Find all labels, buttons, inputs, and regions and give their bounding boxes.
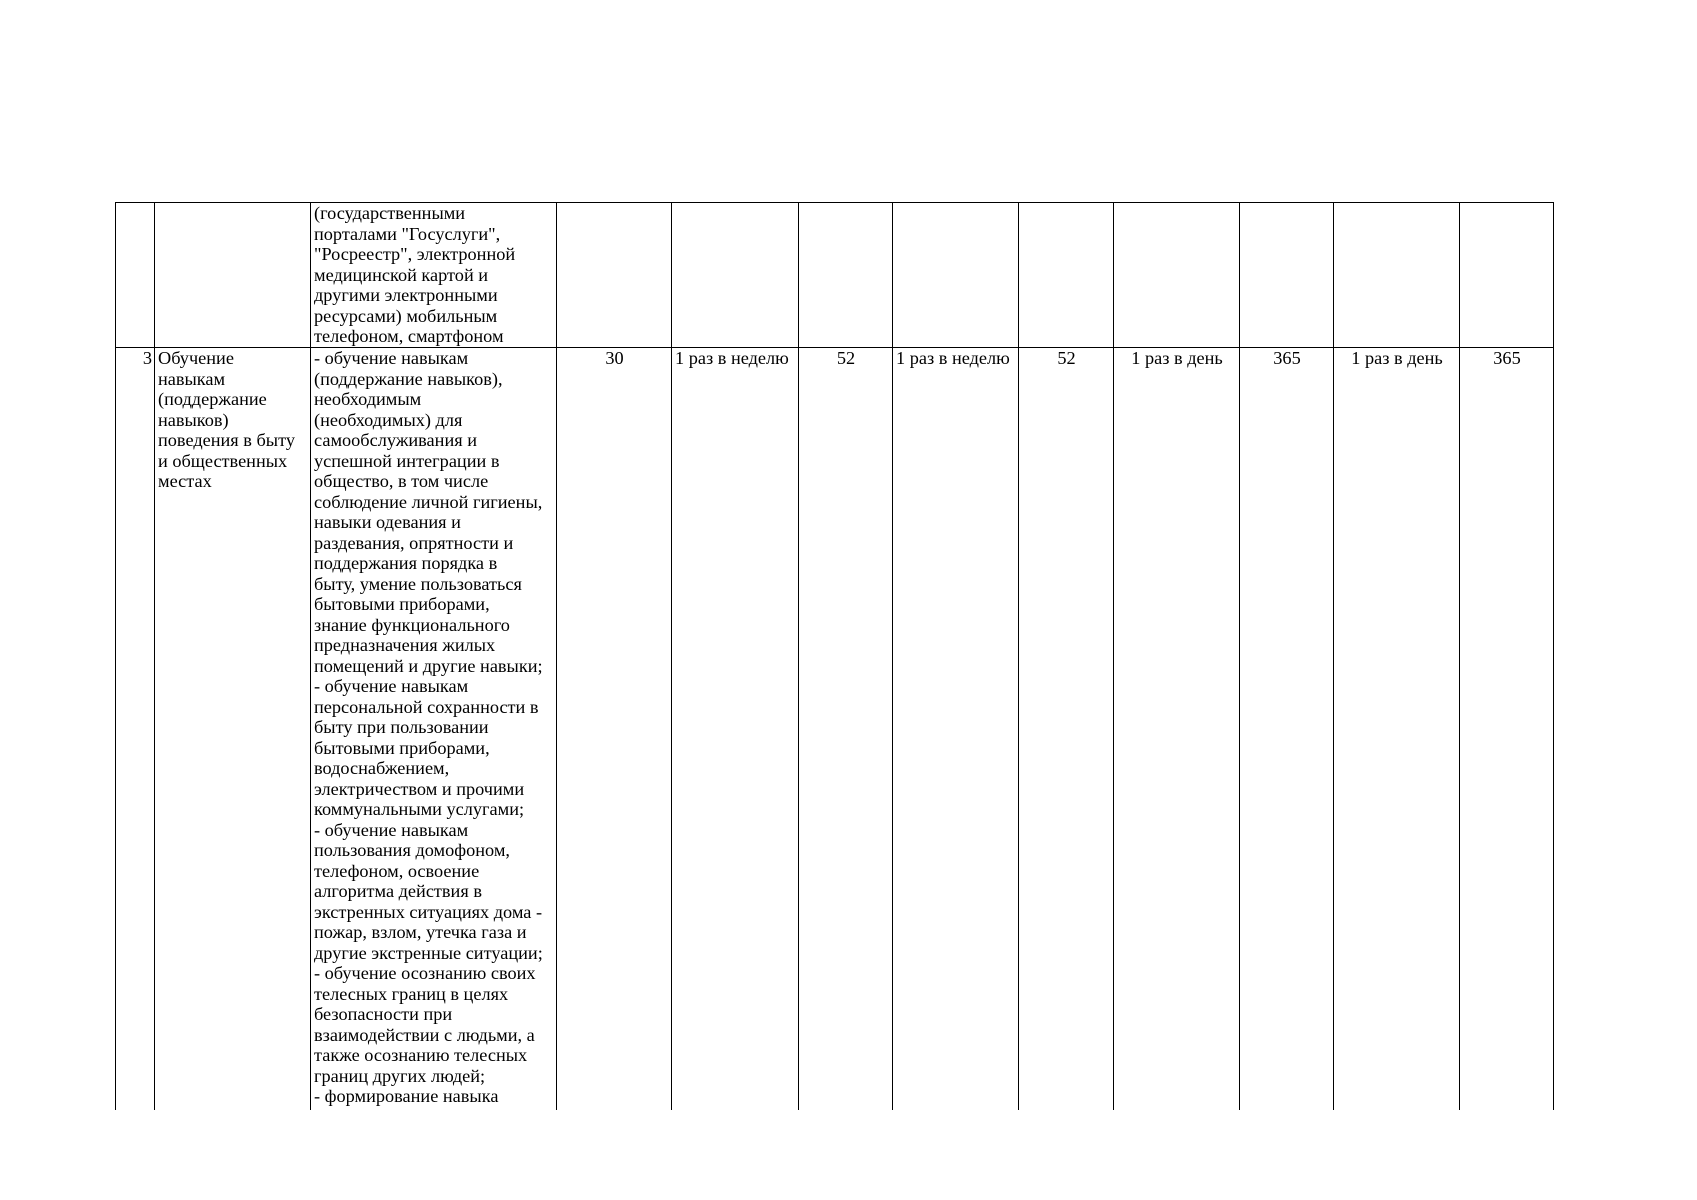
service-name-cell	[155, 203, 311, 348]
service-description-line: границ других людей;	[314, 1065, 486, 1086]
service-description-cell	[311, 203, 557, 348]
value-cell	[893, 203, 1019, 348]
service-description-line: безопасности при	[314, 1004, 453, 1024]
row-number-cell: 3	[116, 348, 155, 1111]
value-cell	[1334, 203, 1460, 348]
service-name-line: навыкам	[158, 368, 226, 389]
service-description-line: персональной сохранности в	[314, 696, 539, 717]
service-description-line: раздевания, опрятности и	[314, 532, 514, 553]
service-description-line: "Росреестр", электронной	[314, 244, 516, 264]
value-cell: 1 раз в день	[1114, 348, 1240, 1111]
service-description-line: - обучение навыкам	[314, 819, 469, 840]
value-cell: 52	[799, 348, 893, 1111]
service-description-line: медицинской картой и	[314, 264, 489, 285]
value-cell: 52	[1019, 348, 1114, 1111]
value-cell	[1019, 203, 1114, 348]
value-cell: 365	[1460, 348, 1554, 1111]
service-description-line: поддержания порядка в	[314, 553, 498, 573]
service-description-line: навыки одевания и	[314, 512, 461, 532]
service-description-line: помещений и другие навыки;	[314, 655, 543, 676]
service-description-line: соблюдение личной гигиены,	[314, 491, 543, 512]
service-description-line: общество, в том числе	[314, 471, 489, 491]
service-name-line: Обучение	[158, 348, 234, 368]
service-description-line: необходимым	[314, 389, 422, 409]
service-description-line: успешной интеграции в	[314, 450, 500, 471]
value-cell: 1 раз в день	[1334, 348, 1460, 1111]
service-description-line: электричеством и прочими	[314, 778, 525, 799]
service-description-line: пожар, взлом, утечка газа и	[314, 922, 527, 942]
service-description-line: бытовыми приборами,	[314, 737, 490, 758]
table-row	[116, 203, 1554, 348]
service-description-cell	[311, 348, 557, 1111]
value-cell: 1 раз в неделю	[672, 348, 799, 1111]
service-description-line: самообслуживания и	[314, 430, 477, 450]
service-description-line: - обучение осознанию своих	[314, 963, 536, 983]
value-cell: 30	[557, 348, 672, 1111]
service-name-line: местах	[158, 471, 212, 491]
table-row	[116, 348, 1554, 1111]
service-description-line: также осознанию телесных	[314, 1045, 528, 1065]
service-description-line: бытовыми приборами,	[314, 594, 490, 614]
service-description-line: - формирование навыка	[314, 1086, 499, 1106]
service-description-line: водоснабжением,	[314, 758, 450, 778]
service-description-line: телефоном, освоение	[314, 860, 480, 881]
row-number-cell	[116, 203, 155, 348]
service-description-line: предназначения жилых	[314, 635, 496, 655]
value-cell	[1460, 203, 1554, 348]
service-name-line: навыков)	[158, 409, 229, 430]
service-description-line: знание функционального	[314, 614, 510, 635]
service-description-line: быту при пользовании	[314, 717, 489, 737]
table-body	[116, 203, 1554, 1111]
service-description-line: (поддержание навыков),	[314, 368, 503, 389]
service-description-line: коммунальными услугами;	[314, 799, 525, 819]
value-cell	[1240, 203, 1334, 348]
service-description-line: алгоритма действия в	[314, 881, 482, 901]
service-name-line: и общественных	[158, 450, 288, 471]
service-description-line: - обучение навыкам	[314, 676, 469, 696]
value-cell	[557, 203, 672, 348]
service-description-line: (необходимых) для	[314, 409, 463, 430]
service-description-line: телефоном, смартфоном	[314, 326, 504, 346]
service-name-cell	[155, 348, 311, 1111]
service-description-line: взаимодействии с людьми, а	[314, 1024, 535, 1045]
service-description-line: порталами "Госуслуги",	[314, 223, 501, 244]
service-description-line: другими электронными	[314, 285, 498, 305]
value-cell	[799, 203, 893, 348]
service-name-line: (поддержание	[158, 389, 267, 409]
services-table	[115, 202, 1554, 1110]
service-description-line: пользования домофоном,	[314, 840, 510, 860]
service-description-line: (государственными	[314, 203, 466, 223]
value-cell	[1114, 203, 1240, 348]
value-cell	[672, 203, 799, 348]
value-cell: 1 раз в неделю	[893, 348, 1019, 1111]
service-description-line: ресурсами) мобильным	[314, 305, 498, 326]
service-description-line: другие экстренные ситуации;	[314, 942, 543, 963]
service-description-line: быту, умение пользоваться	[314, 573, 522, 594]
service-name-line: поведения в быту	[158, 430, 295, 450]
service-description-line: экстренных ситуациях дома -	[314, 901, 543, 922]
value-cell: 365	[1240, 348, 1334, 1111]
service-description-line: - обучение навыкам	[314, 348, 469, 368]
service-description-line: телесных границ в целях	[314, 983, 509, 1004]
